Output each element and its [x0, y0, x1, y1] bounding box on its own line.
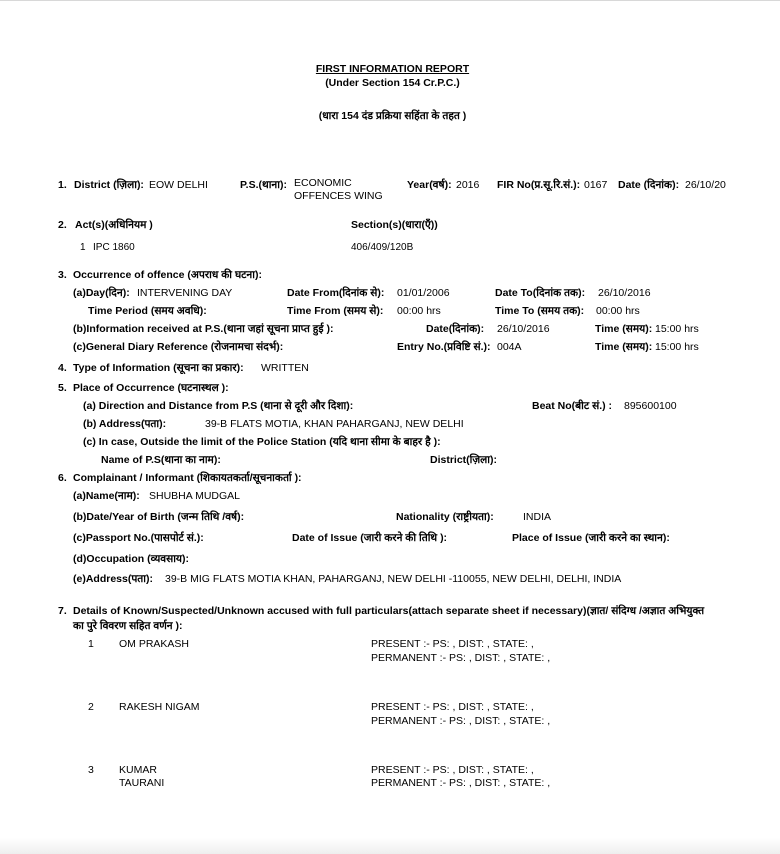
time-to-label: Time To (समय तक):	[495, 305, 585, 317]
document-title: FIRST INFORMATION REPORT	[315, 63, 470, 75]
diary-time-label: Time (समय):	[595, 341, 653, 353]
time-from-label: Time From (समय से):	[287, 305, 384, 317]
s1-num: 1.	[58, 179, 67, 191]
issue-place-label: Place of Issue (जारी करने का स्थान):	[512, 532, 670, 544]
district-value: EOW DELHI	[149, 179, 208, 191]
place-label: Place of Occurrence (घटनास्थल ):	[73, 382, 229, 394]
outside-district-label: District(ज़िला):	[430, 454, 498, 466]
complainant-label: Complainant / Informant (शिकायतकर्ता/सूचनाकर्ता ):	[73, 472, 302, 484]
accused-2-permanent: PERMANENT :- PS: , DIST: , STATE: ,	[371, 715, 551, 727]
ps-label: P.S.(थाना):	[240, 179, 287, 191]
info-time-value: 15:00 hrs	[655, 323, 699, 335]
s6-num: 6.	[58, 472, 67, 484]
s4-num: 4.	[58, 362, 67, 374]
fir-label: FIR No(प्र.सू.रि.सं.):	[497, 179, 581, 191]
beat-label: Beat No(बीट सं.) :	[532, 400, 613, 412]
district-label: District (ज़िला):	[74, 179, 144, 191]
accused-label-line2: का पुरे विवरण सहित वर्णन ):	[73, 620, 183, 632]
accused-2-num: 2	[88, 701, 94, 713]
dob-label: (b)Date/Year of Birth (जन्म तिथि /वर्ष):	[73, 511, 245, 523]
top-border	[0, 0, 780, 1]
ps-name-label: Name of P.S(थाना का नाम):	[101, 454, 221, 466]
accused-1-name: OM PRAKASH	[119, 638, 190, 650]
ps-value-line1: ECONOMIC	[294, 177, 352, 189]
complainant-address-value: 39-B MIG FLATS MOTIA KHAN, PAHARGANJ, NEW DELHI -110055, NEW DELHI, DELHI, INDIA	[165, 573, 622, 585]
fir-date-label: Date (दिनांक):	[618, 179, 680, 191]
accused-1-num: 1	[88, 638, 94, 650]
time-from-value: 00:00 hrs	[397, 305, 441, 317]
complainant-name-value: SHUBHA MUDGAL	[149, 490, 241, 502]
time-period-label: Time Period (समय अवधि):	[88, 305, 207, 317]
accused-1-present: PRESENT :- PS: , DIST: , STATE: ,	[371, 638, 534, 650]
sections-label: Section(s)(धारा(एँ))	[351, 219, 438, 231]
nationality-value: INDIA	[523, 511, 552, 523]
place-address-label: (b) Address(पता):	[83, 418, 167, 430]
occurrence-label: Occurrence of offence (अपराध की घटना):	[73, 269, 262, 281]
outside-limit-label: (c) In case, Outside the limit of the Police Station (यदि थाना सीमा के बाहर है ):	[83, 436, 441, 448]
issue-date-label: Date of Issue (जारी करने की तिथि ):	[292, 532, 448, 544]
info-date-value: 26/10/2016	[497, 323, 550, 335]
document-hindi-subtitle: (धारा 154 दंड प्रक्रिया सहिंता के तहत )	[318, 110, 467, 122]
accused-2-name: RAKESH NIGAM	[119, 701, 200, 713]
accused-label-line1: Details of Known/Suspected/Unknown accused with full particulars(attach separate sheet if necessary)(ज्ञात/ संदिग्ध /अज्ञात अभियुक्त	[73, 605, 705, 617]
occupation-label: (d)Occupation (व्यवसाय):	[73, 553, 189, 565]
s5-num: 5.	[58, 382, 67, 394]
info-type-label: Type of Information (सूचना का प्रकार):	[73, 362, 244, 374]
beat-value: 895600100	[624, 400, 677, 412]
date-to-value: 26/10/2016	[598, 287, 651, 299]
accused-3-permanent: PERMANENT :- PS: , DIST: , STATE: ,	[371, 777, 551, 789]
passport-label: (c)Passport No.(पासपोर्ट सं.):	[73, 532, 204, 544]
day-label: (a)Day(दिन):	[73, 287, 130, 299]
accused-2-present: PRESENT :- PS: , DIST: , STATE: ,	[371, 701, 534, 713]
entry-no-label: Entry No.(प्रविष्टि सं.):	[397, 341, 491, 353]
date-to-label: Date To(दिनांक तक):	[495, 287, 586, 299]
diary-time-value: 15:00 hrs	[655, 341, 699, 353]
acts-label: Act(s)(अधिनियम )	[75, 219, 153, 231]
direction-label: (a) Direction and Distance from P.S (थाना से दूरी और दिशा):	[83, 400, 354, 412]
s7-num: 7.	[58, 605, 67, 617]
ps-value-line2: OFFENCES WING	[294, 190, 383, 202]
diary-ref-label: (c)General Diary Reference (रोजनामचा संदर्भ):	[73, 341, 284, 353]
document-subtitle: (Under Section 154 Cr.P.C.)	[325, 77, 460, 89]
act-row-num: 1	[80, 242, 86, 253]
year-value: 2016	[456, 179, 480, 191]
accused-3-name-line2: TAURANI	[119, 777, 165, 789]
time-to-value: 00:00 hrs	[596, 305, 640, 317]
info-type-value: WRITTEN	[261, 362, 309, 374]
year-label: Year(वर्ष):	[407, 179, 452, 191]
nationality-label: Nationality (राष्ट्रीयता):	[396, 511, 494, 523]
sections-value: 406/409/120B	[351, 242, 414, 253]
date-from-label: Date From(दिनांक से):	[287, 287, 385, 299]
entry-no-value: 004A	[497, 341, 522, 353]
info-date-label: Date(दिनांक):	[426, 323, 485, 335]
complainant-name-label: (a)Name(नाम):	[73, 490, 140, 502]
info-time-label: Time (समय):	[595, 323, 653, 335]
accused-3-name-line1: KUMAR	[119, 764, 157, 776]
date-from-value: 01/01/2006	[397, 287, 450, 299]
info-received-label: (b)Information received at P.S.(थाना जहां सूचना प्राप्त हुई ):	[73, 323, 334, 335]
day-value: INTERVENING DAY	[137, 287, 233, 299]
page-bottom-shade	[0, 838, 780, 854]
s2-num: 2.	[58, 219, 67, 231]
place-address-value: 39-B FLATS MOTIA, KHAN PAHARGANJ, NEW DELHI	[205, 418, 464, 430]
accused-1-permanent: PERMANENT :- PS: , DIST: , STATE: ,	[371, 652, 551, 664]
accused-3-present: PRESENT :- PS: , DIST: , STATE: ,	[371, 764, 534, 776]
complainant-address-label: (e)Address(पता):	[73, 573, 154, 585]
accused-3-num: 3	[88, 764, 94, 776]
fir-value: 0167	[584, 179, 608, 191]
s3-num: 3.	[58, 269, 67, 281]
fir-date-value: 26/10/20	[685, 179, 726, 191]
act-value: IPC 1860	[93, 242, 135, 253]
